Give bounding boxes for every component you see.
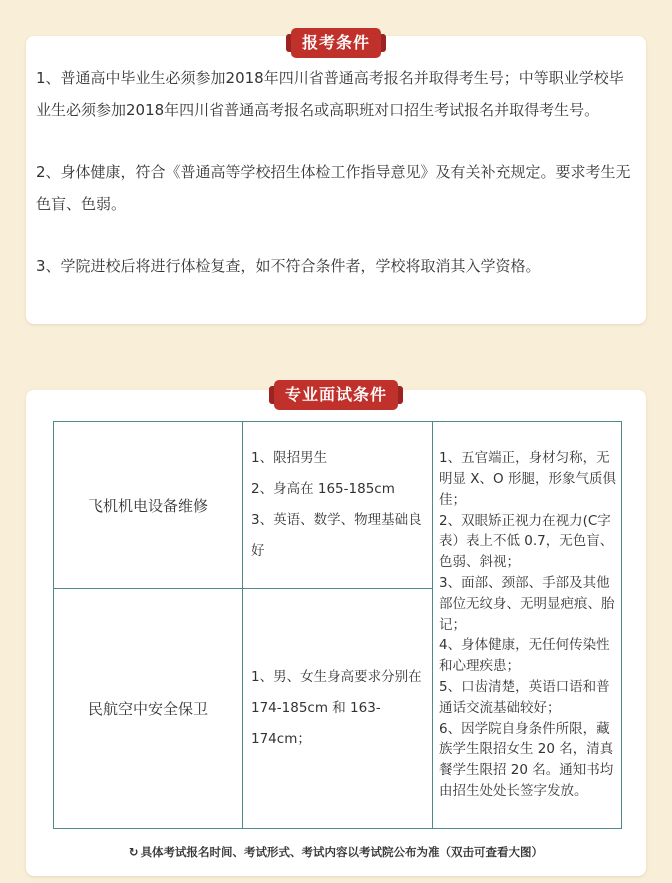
- condition-item: 1、限招男生: [251, 450, 328, 466]
- major-name: 民航空中安全保卫: [54, 589, 243, 829]
- condition-item: 5、口齿清楚，英语口语和普通话交流基础较好；: [439, 678, 610, 716]
- major-conditions: [243, 422, 433, 589]
- condition-item: 3、面部、颈部、手部及其他部位无纹身、无明显疤痕、胎记；: [439, 575, 615, 633]
- table-row: [54, 422, 622, 589]
- major-name: 飞机机电设备维修: [54, 422, 243, 589]
- condition-item: 4、身体健康，无任何传染性和心理疾患；: [439, 637, 610, 675]
- condition-item: 2、身高在 165-185cm: [251, 481, 395, 497]
- condition-item: 1、五官端正，身材匀称，无明显 X、O 形腿，形象气质俱佳；: [439, 450, 616, 508]
- requirement-paragraph: 2、身体健康，符合《普通高等学校招生体检工作指导意见》及有关补充规定。要求考生无色盲、色弱。: [36, 163, 631, 213]
- admission-requirements-text: [36, 62, 638, 312]
- major-conditions: [243, 589, 433, 829]
- condition-item: 6、因学院自身条件所限，藏族学生限招女生 20 名，清真餐学生限招 20 名。通知书均由招生处处长签字发放。: [439, 720, 614, 799]
- admission-requirements-title: 报考条件: [291, 28, 381, 58]
- common-conditions: [433, 422, 622, 829]
- footnote: [0, 844, 672, 860]
- interview-requirements-title: 专业面试条件: [274, 380, 398, 410]
- interview-requirements-table: [53, 421, 622, 829]
- condition-item: 1、男、女生身高要求分别在 174-185cm 和 163-174cm；: [251, 669, 422, 747]
- requirement-paragraph: 3、学院进校后将进行体检复查，如不符合条件者，学校将取消其入学资格。: [36, 257, 541, 275]
- footnote-text: 具体考试报名时间、考试形式、考试内容以考试院公布为准（双击可查看大图）: [140, 845, 544, 859]
- requirement-paragraph: 1、普通高中毕业生必须参加2018年四川省普通高考报名并取得考生号；中等职业学校毕业生必须参加2018年四川省普通高考报名或高职班对口招生考试报名并取得考生号。: [36, 69, 624, 119]
- condition-item: 2、双眼矫正视力在视力(C字表）表上不低 0.7，无色盲、色弱、斜视；: [439, 512, 614, 571]
- tap-icon: ↻: [128, 845, 139, 859]
- condition-item: 3、英语、数学、物理基础良好: [251, 512, 422, 559]
